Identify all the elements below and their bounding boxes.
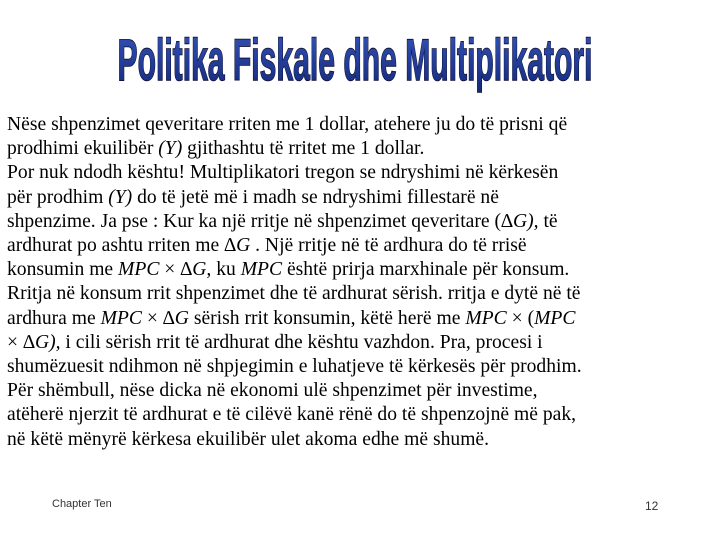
- footer-chapter-label: Chapter Ten: [52, 498, 112, 510]
- body-line: [7, 355, 715, 379]
- text-run: në këtë mënyrë kërkesa ekuilibër ulet akoma edhe më shumë.: [7, 428, 490, 450]
- text-run: sërish rrit konsumin, këtë herë me: [188, 307, 466, 329]
- body-line: [7, 258, 715, 282]
- text-run: është prirja marxhinale për konsum.: [282, 259, 570, 281]
- text-run: të: [538, 210, 558, 232]
- italic-term: MPC: [465, 307, 507, 329]
- text-run: × (: [506, 307, 535, 329]
- italic-term: ∆G),: [22, 331, 61, 353]
- text-run: ×: [7, 331, 23, 353]
- text-run: i cili sërish rrit të ardhurat dhe kështu vazhdon. Pra, procesi i: [60, 331, 543, 353]
- body-line: [7, 331, 715, 355]
- body-line: [7, 379, 715, 403]
- body-line: [7, 282, 715, 306]
- text-run: Për shëmbull, nëse dicka në ekonomi ulë shpenzimet për investime,: [7, 380, 538, 402]
- body-line: [7, 307, 715, 331]
- italic-term: MPC: [240, 259, 283, 281]
- body-line: [7, 186, 715, 210]
- italic-term: MPC: [534, 307, 576, 329]
- italic-term: ∆G: [224, 235, 251, 257]
- body-line: [7, 113, 715, 137]
- text-run: për prodhim: [7, 186, 109, 208]
- title-wordart: [0, 0, 720, 112]
- italic-term: ∆G: [162, 307, 189, 329]
- body-line: [7, 137, 715, 161]
- text-run: konsumin me: [7, 259, 119, 281]
- page-number: 12: [645, 499, 659, 513]
- text-run: shumëzuesit ndihmon në shpjegimin e luhatjeve të kërkesës për prodhim.: [7, 356, 582, 378]
- text-run: . Një rritje në të ardhura do të rrisë: [250, 235, 527, 257]
- italic-term: ∆G),: [501, 210, 539, 232]
- text-run: ardhurat po ashtu rriten me: [7, 235, 225, 257]
- italic-term: MPC: [100, 307, 142, 329]
- text-run: ×: [159, 259, 181, 281]
- text-run: ×: [141, 307, 163, 329]
- slide-title: [0, 0, 720, 112]
- body-line: [7, 403, 715, 427]
- body-paragraph: [7, 113, 715, 452]
- page-title: Politika Fiskale dhe Multiplikatori: [117, 28, 593, 93]
- text-run: ardhura me: [7, 307, 101, 329]
- italic-term: ∆G,: [180, 259, 212, 281]
- text-run: gjithashtu të rritet me 1 dollar.: [182, 138, 425, 160]
- text-run: Rritja në konsum rrit shpenzimet dhe të ardhurat sërish. rritja e dytë në të: [7, 283, 581, 305]
- italic-term: (Y): [158, 138, 183, 160]
- body-line: [7, 234, 715, 258]
- text-run: shpenzime. Ja pse : Kur ka një rritje në shpenzimet qeveritare (: [7, 210, 502, 232]
- text-run: Nëse shpenzimet qeveritare rriten me 1 dollar, atehere ju do të prisni që: [7, 114, 568, 135]
- text-run: atëherë njerzit të ardhurat e të cilëvë kanë rënë do të shpenzojnë më pak,: [7, 404, 577, 426]
- body-line: [7, 210, 715, 234]
- text-run: Por nuk ndodh kështu! Multiplikatori tregon se ndryshimi në kërkesën: [7, 162, 559, 184]
- italic-term: MPC: [118, 259, 160, 281]
- italic-term: (Y): [108, 186, 133, 208]
- body-line: [7, 161, 715, 185]
- text-run: ku: [211, 259, 241, 281]
- body-line: [7, 428, 715, 452]
- text-run: prodhimi ekuilibër: [7, 138, 159, 160]
- text-run: do të jetë më i madh se ndryshimi fillestarë në: [132, 186, 499, 208]
